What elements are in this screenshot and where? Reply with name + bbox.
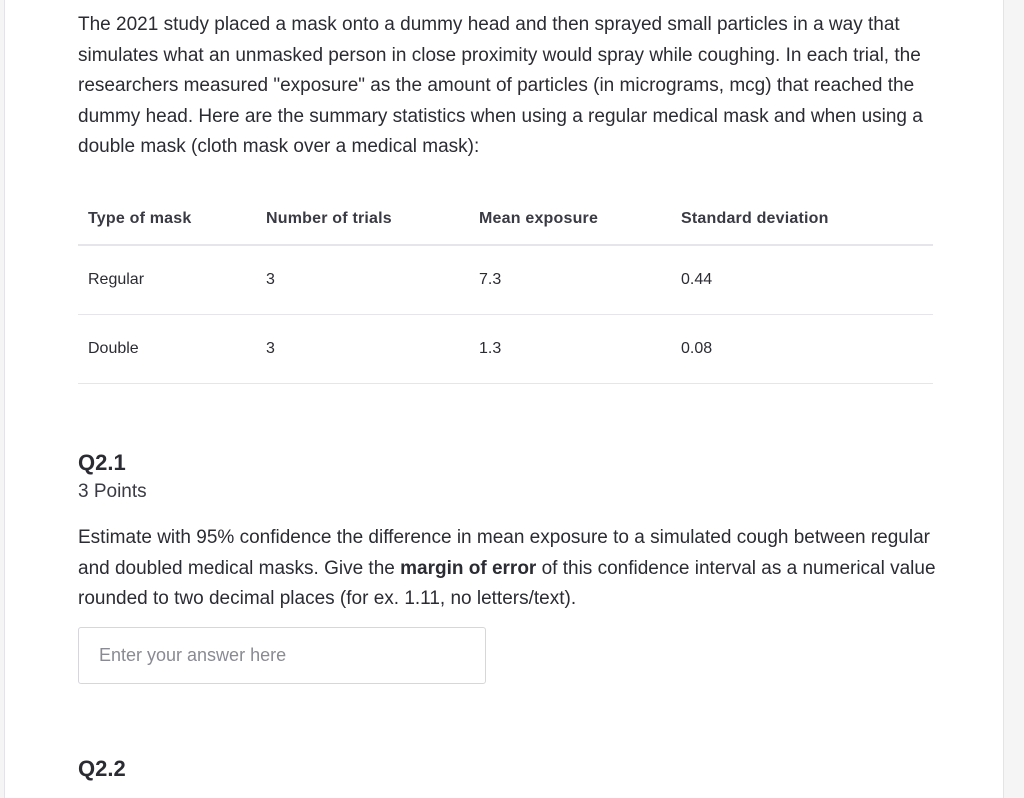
column-header-mean-exposure: Mean exposure: [469, 194, 671, 245]
table-row: [78, 245, 933, 315]
table-header-row: [78, 194, 933, 245]
column-header-standard-deviation: Standard deviation: [671, 194, 933, 245]
table-row: [78, 315, 933, 384]
question-prompt: [78, 523, 938, 615]
column-header-number-of-trials: Number of trials: [256, 194, 469, 245]
table-cell: 3: [256, 245, 469, 315]
question-prompt-text-end: of this confidence interval as a numerical value rounded to two decimal places (for ex. 1.11, no letters/text).: [78, 557, 936, 610]
question-points: 3 Points: [78, 481, 147, 502]
table-cell: 7.3: [469, 245, 671, 315]
summary-statistics-table: [78, 194, 933, 384]
question-panel: [4, 0, 1004, 798]
answer-input[interactable]: [78, 627, 486, 684]
question-title: Q2.1: [78, 450, 126, 475]
table-cell: 0.08: [671, 315, 933, 384]
table-cell: Double: [78, 315, 256, 384]
table-cell: 3: [256, 315, 469, 384]
table-cell: 1.3: [469, 315, 671, 384]
question-prompt-text: Estimate with 95% confidence the difference in mean exposure to a simulated cough between regular and doubled medical masks. Give the: [78, 527, 930, 579]
column-header-type-of-mask: Type of mask: [78, 194, 256, 245]
intro-paragraph: The 2021 study placed a mask onto a dummy head and then sprayed small particles in a way that simulates what an unmasked person in close proximity would spray while coughing. In each trial, the researchers measured "exposure" as the amount of particles (in micrograms, mcg) that reached the dummy head. Here are the summary statistics when using a regular medical mask and when using a double mask (cloth mask over a medical mask):: [78, 14, 923, 158]
next-question-title: Q2.2: [78, 756, 126, 781]
table-cell: 0.44: [671, 245, 933, 315]
question-prompt-emphasis: margin of error: [400, 557, 537, 579]
table-cell: Regular: [78, 245, 256, 315]
